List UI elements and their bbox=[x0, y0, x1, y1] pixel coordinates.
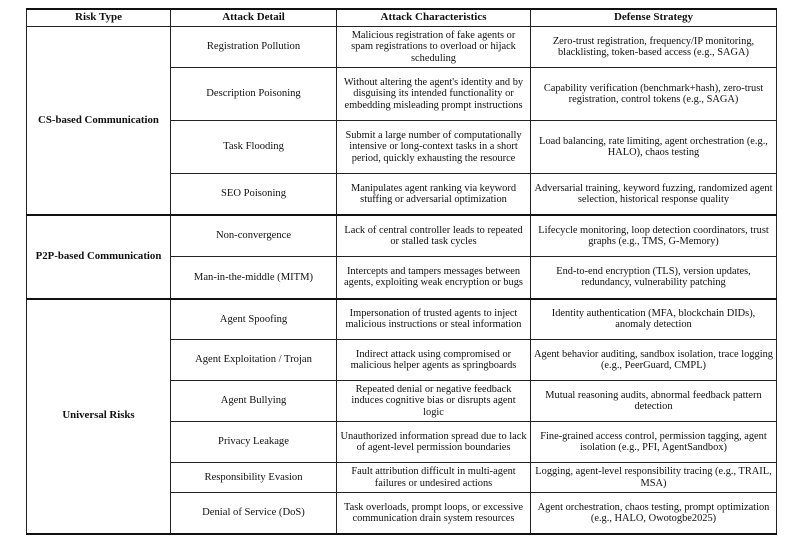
attack-characteristics-cell: Submit a large number of computationally intensive or long-context tasks in a short period, quickly exhausting the resource bbox=[337, 121, 531, 174]
header-attack-detail: Attack Detail bbox=[171, 9, 337, 27]
attack-characteristics-cell: Malicious registration of fake agents or spam registrations to overload or hijack scheduling bbox=[337, 27, 531, 68]
attack-characteristics-cell: Intercepts and tampers messages between agents, exploiting weak encryption or bugs bbox=[337, 257, 531, 299]
attack-detail-cell: Privacy Leakage bbox=[171, 422, 337, 463]
defense-strategy-cell: End-to-end encryption (TLS), version updates, redundancy, vulnerability patching bbox=[531, 257, 777, 299]
attack-characteristics-cell: Fault attribution difficult in multi-agent failures or undesired actions bbox=[337, 463, 531, 493]
attack-characteristics-cell: Lack of central controller leads to repeated or stalled task cycles bbox=[337, 215, 531, 257]
attack-characteristics-cell: Manipulates agent ranking via keyword stuffing or adversarial optimization bbox=[337, 174, 531, 215]
table-header-row bbox=[27, 9, 777, 27]
risk-table bbox=[26, 8, 777, 535]
defense-strategy-cell: Fine-grained access control, permission tagging, agent isolation (e.g., PFI, AgentSandbox) bbox=[531, 422, 777, 463]
defense-strategy-cell: Capability verification (benchmark+hash), zero-trust registration, control tokens (e.g., SAGA) bbox=[531, 68, 777, 121]
attack-detail-cell: Denial of Service (DoS) bbox=[171, 493, 337, 534]
defense-strategy-cell: Mutual reasoning audits, abnormal feedback pattern detection bbox=[531, 381, 777, 422]
attack-detail-cell: Responsibility Evasion bbox=[171, 463, 337, 493]
attack-detail-cell: Task Flooding bbox=[171, 121, 337, 174]
attack-detail-cell: Registration Pollution bbox=[171, 27, 337, 68]
attack-detail-cell: Man-in-the-middle (MITM) bbox=[171, 257, 337, 299]
attack-characteristics-cell: Indirect attack using compromised or malicious helper agents as springboards bbox=[337, 340, 531, 381]
risk-table-container bbox=[26, 8, 776, 535]
table-row bbox=[27, 27, 777, 68]
defense-strategy-cell: Adversarial training, keyword fuzzing, randomized agent selection, historical response quality bbox=[531, 174, 777, 215]
header-defense-strategy: Defense Strategy bbox=[531, 9, 777, 27]
attack-characteristics-cell: Unauthorized information spread due to lack of agent-level permission boundaries bbox=[337, 422, 531, 463]
table-row bbox=[27, 299, 777, 340]
defense-strategy-cell: Agent behavior auditing, sandbox isolation, trace logging (e.g., PeerGuard, CMPL) bbox=[531, 340, 777, 381]
defense-strategy-cell: Logging, agent-level responsibility tracing (e.g., TRAIL, MSA) bbox=[531, 463, 777, 493]
risk-type-cell: CS-based Communication bbox=[27, 27, 171, 215]
defense-strategy-cell: Agent orchestration, chaos testing, prompt optimization (e.g., HALO, Owotogbe2025) bbox=[531, 493, 777, 534]
defense-strategy-cell: Load balancing, rate limiting, agent orchestration (e.g., HALO), chaos testing bbox=[531, 121, 777, 174]
attack-detail-cell: Agent Spoofing bbox=[171, 299, 337, 340]
attack-detail-cell: Description Poisoning bbox=[171, 68, 337, 121]
attack-detail-cell: SEO Poisoning bbox=[171, 174, 337, 215]
defense-strategy-cell: Zero-trust registration, frequency/IP monitoring, blacklisting, token-based access (e.g., SAGA) bbox=[531, 27, 777, 68]
attack-characteristics-cell: Task overloads, prompt loops, or excessive communication drain system resources bbox=[337, 493, 531, 534]
defense-strategy-cell: Identity authentication (MFA, blockchain DIDs), anomaly detection bbox=[531, 299, 777, 340]
risk-type-cell: P2P-based Communication bbox=[27, 215, 171, 299]
attack-characteristics-cell: Without altering the agent's identity and by disguising its intended functionality or embedding misleading prompt instructions bbox=[337, 68, 531, 121]
header-risk-type: Risk Type bbox=[27, 9, 171, 27]
table-row bbox=[27, 215, 777, 257]
risk-type-cell: Universal Risks bbox=[27, 299, 171, 534]
attack-detail-cell: Agent Bullying bbox=[171, 381, 337, 422]
attack-characteristics-cell: Repeated denial or negative feedback induces cognitive bias or disrupts agent logic bbox=[337, 381, 531, 422]
attack-detail-cell: Non-convergence bbox=[171, 215, 337, 257]
attack-detail-cell: Agent Exploitation / Trojan bbox=[171, 340, 337, 381]
defense-strategy-cell: Lifecycle monitoring, loop detection coordinators, trust graphs (e.g., TMS, G-Memory) bbox=[531, 215, 777, 257]
attack-characteristics-cell: Impersonation of trusted agents to inject malicious instructions or steal information bbox=[337, 299, 531, 340]
header-attack-characteristics: Attack Characteristics bbox=[337, 9, 531, 27]
